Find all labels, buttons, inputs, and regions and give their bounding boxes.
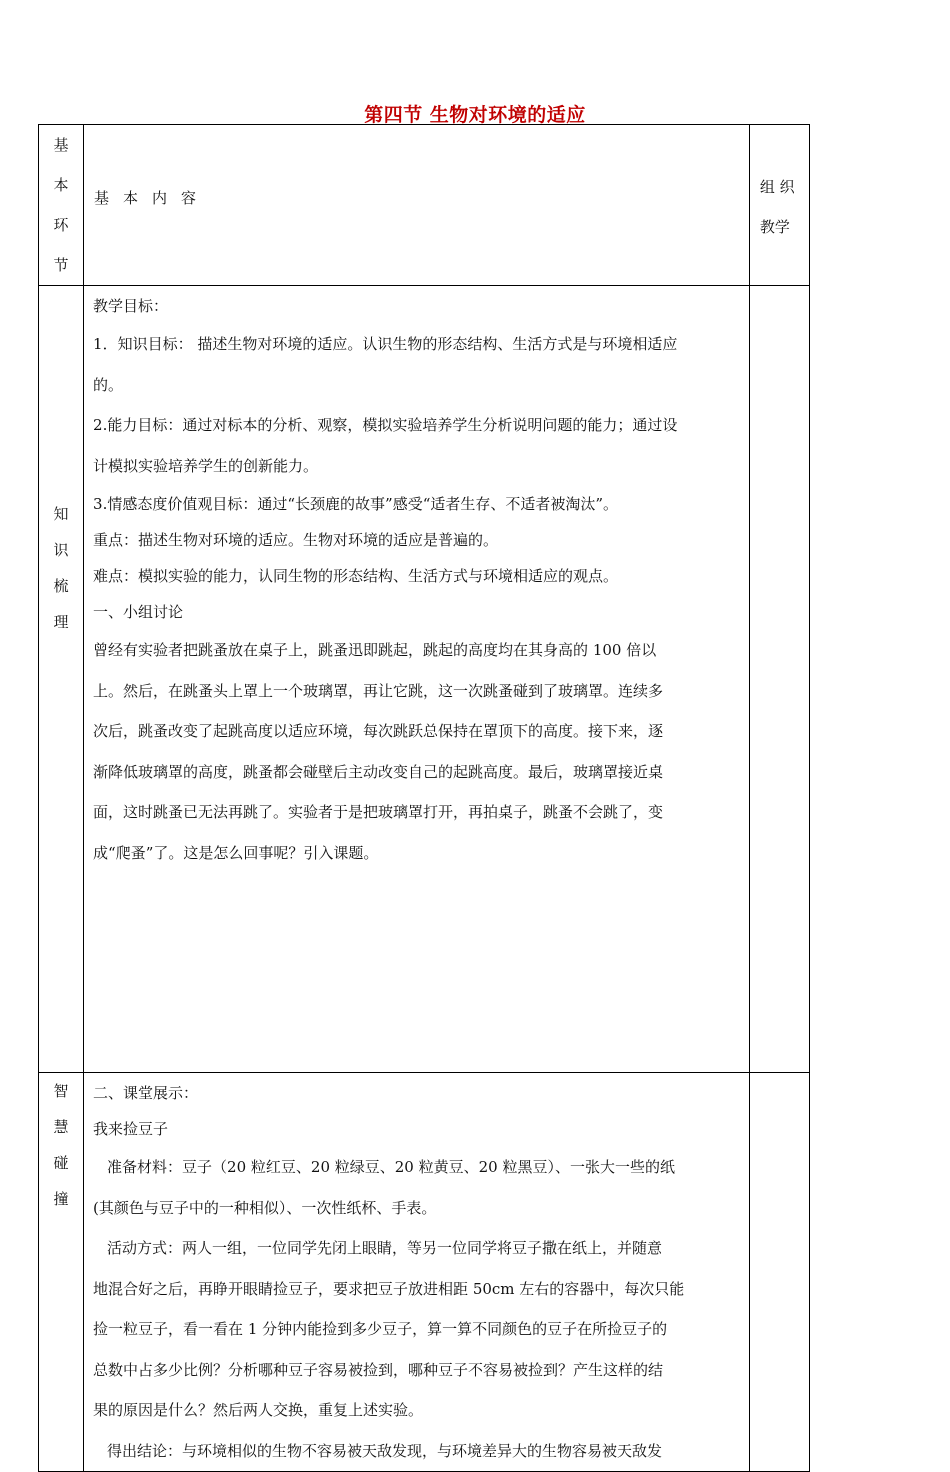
label-char: 知 <box>53 505 69 523</box>
text-line: 重点：描述生物对环境的适应。生物对环境的适应是普遍的。 <box>93 531 499 549</box>
text-line: (其颜色与豆子中的一种相似）、一次性纸杯、手表。 <box>93 1198 437 1217</box>
header-row <box>39 125 810 286</box>
text-line: 一、小组讨论 <box>93 603 184 621</box>
knowledge-content <box>84 286 750 1073</box>
text-line: 二、课堂展示： <box>93 1084 199 1102</box>
story-line: 面，这时跳蚤已无法再跳了。实验者于是把玻璃罩打开，再拍桌子，跳蚤不会跳了，变 <box>93 803 664 821</box>
header-col-basic-step <box>39 125 84 286</box>
label-char: 理 <box>53 613 69 631</box>
header-char: 环 <box>53 216 69 234</box>
label-char: 撞 <box>53 1190 69 1208</box>
knowledge-organize <box>749 286 809 1073</box>
label-char: 识 <box>53 541 69 559</box>
header-col-organize <box>749 125 809 286</box>
text-line: 果的原因是什么？然后两人交换，重复上述实验。 <box>93 1401 424 1419</box>
header-char: 本 <box>53 176 69 194</box>
text-line: 难点：模拟实验的能力，认同生物的形态结构、生活方式与环境相适应的观点。 <box>93 567 619 585</box>
story-line: 上。然后，在跳蚤头上罩上一个玻璃罩，再让它跳，这一次跳蚤碰到了玻璃罩。连续多 <box>93 681 664 700</box>
story-line: 渐降低玻璃罩的高度，跳蚤都会碰壁后主动改变自己的起跳高度。最后，玻璃罩接近桌 <box>93 762 664 781</box>
text-line: 计模拟实验培养学生的创新能力。 <box>93 456 319 475</box>
wisdom-label <box>39 1073 84 1472</box>
story-line: 曾经有实验者把跳蚤放在桌子上，跳蚤迅即跳起，跳起的高度均在其身高的 100 倍以 <box>93 641 657 659</box>
text-line: 2.能力目标：通过对标本的分析、观察，模拟实验培养学生分析说明问题的能力；通过设 <box>93 416 678 434</box>
header-content-label: 基本内容 <box>94 189 211 207</box>
text-line: 1．知识目标： 描述生物对环境的适应。认识生物的形态结构、生活方式是与环境相适应 <box>93 335 678 353</box>
label-char: 智 <box>53 1082 69 1100</box>
label-char: 碰 <box>53 1154 69 1172</box>
header-char: 基 <box>53 136 69 154</box>
text-line: 捡一粒豆子，看一看在 1 分钟内能捡到多少豆子，算一算不同颜色的豆子在所捡豆子的 <box>93 1320 668 1338</box>
text-line: 教学目标： <box>93 297 169 315</box>
wisdom-row <box>39 1073 810 1472</box>
text-line: 得出结论：与环境相似的生物不容易被天敌发现，与环境差异大的生物容易被天敌发 <box>107 1441 663 1460</box>
header-organize-line: 组 织 <box>759 178 795 196</box>
text-line: 地混合好之后，再睁开眼睛捡豆子，要求把豆子放进相距 50cm 左右的容器中，每次只能 <box>93 1279 685 1298</box>
knowledge-row <box>39 286 810 1073</box>
header-col-basic-content <box>84 125 750 286</box>
lesson-table <box>38 124 810 1472</box>
story-line: 成“爬蚤”了。这是怎么回事呢？引入课题。 <box>93 843 379 862</box>
label-char: 慧 <box>53 1118 69 1136</box>
page-title: 第四节 生物对环境的适应 <box>364 104 586 126</box>
story-line: 次后，跳蚤改变了起跳高度以适应环境，每次跳跃总保持在罩顶下的高度。接下来，逐 <box>93 722 664 740</box>
text-line: 活动方式：两人一组，一位同学先闭上眼睛，等另一位同学将豆子撒在纸上，并随意 <box>107 1239 663 1257</box>
text-line: 3.情感态度价值观目标：通过“长颈鹿的故事”感受“适者生存、不适者被淘汰”。 <box>93 495 619 513</box>
text-line: 总数中占多少比例？分析哪种豆子容易被捡到，哪种豆子不容易被捡到？产生这样的结 <box>93 1360 664 1379</box>
knowledge-label <box>39 286 84 1073</box>
text-line: 的。 <box>93 375 124 394</box>
header-organize-line: 教学 <box>759 218 790 236</box>
text-line: 准备材料：豆子（20 粒红豆、20 粒绿豆、20 粒黄豆、20 粒黑豆）、一张大一些的纸 <box>107 1158 675 1176</box>
text-line: 我来捡豆子 <box>93 1120 169 1138</box>
header-char: 节 <box>53 256 69 274</box>
label-char: 梳 <box>53 577 69 595</box>
wisdom-organize <box>749 1073 809 1472</box>
wisdom-content <box>84 1073 750 1472</box>
